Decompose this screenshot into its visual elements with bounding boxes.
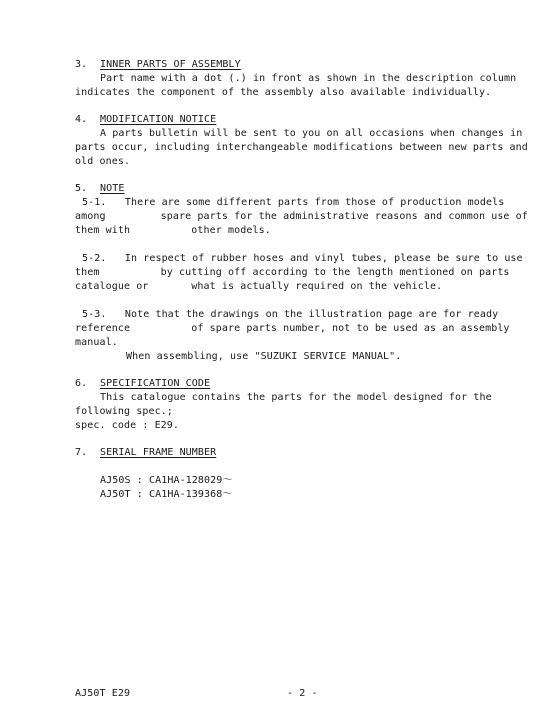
section-6-line: spec. code : E29.	[75, 420, 180, 431]
note-5-1-line: them with other models.	[75, 225, 271, 236]
note-5-3-line: When assembling, use "SUZUKI SERVICE MANUAL".	[126, 351, 402, 362]
section-3-line: indicates the component of the assembly also available individually.	[75, 87, 492, 98]
section-4-heading: MODIFICATION NOTICE	[100, 114, 217, 125]
note-5-3-line: reference of spare parts number, not to be used as an assembly	[75, 323, 510, 334]
section-6-heading: SPECIFICATION CODE	[100, 378, 211, 389]
section-7-heading: SERIAL FRAME NUMBER	[100, 447, 217, 458]
section-3-line: Part name with a dot (.) in front as shown in the description column	[100, 73, 517, 84]
note-5-2-line: 5-2. In respect of rubber hoses and vinyl tubes, please be sure to use	[82, 253, 523, 264]
footer-page-number: - 2 -	[287, 688, 318, 699]
note-5-2-line: them by cutting off according to the length mentioned on parts	[75, 267, 510, 278]
section-6-line: following spec.;	[75, 406, 173, 417]
serial-number: AJ50S : CA1HA-128029～	[100, 475, 233, 486]
section-4-line: parts occur, including interchangeable modifications between new parts and	[75, 142, 528, 153]
section-5-heading: NOTE	[100, 183, 125, 194]
note-5-2-line: catalogue or what is actually required on the vehicle.	[75, 281, 443, 292]
note-5-3-line: manual.	[75, 337, 118, 348]
section-6-line: This catalogue contains the parts for the model designed for the	[100, 392, 492, 403]
section-4-line: old ones.	[75, 156, 131, 167]
note-5-3-line: 5-3. Note that the drawings on the illustration page are for ready	[82, 309, 499, 320]
section-5-number: 5.	[75, 183, 88, 194]
section-4-number: 4.	[75, 114, 88, 125]
footer-model-code: AJ50T E29	[75, 688, 131, 699]
serial-number: AJ50T : CA1HA-139368～	[100, 489, 233, 500]
section-7-number: 7.	[75, 447, 88, 458]
section-4-line: A parts bulletin will be sent to you on all occasions when changes in	[100, 128, 523, 139]
section-3-heading: INNER PARTS OF ASSEMBLY	[100, 59, 241, 70]
note-5-1-line: 5-1. There are some different parts from those of production models	[82, 197, 505, 208]
note-5-1-line: among spare parts for the administrative reasons and common use of	[75, 211, 528, 222]
section-6-number: 6.	[75, 378, 88, 389]
section-3-number: 3.	[75, 59, 88, 70]
